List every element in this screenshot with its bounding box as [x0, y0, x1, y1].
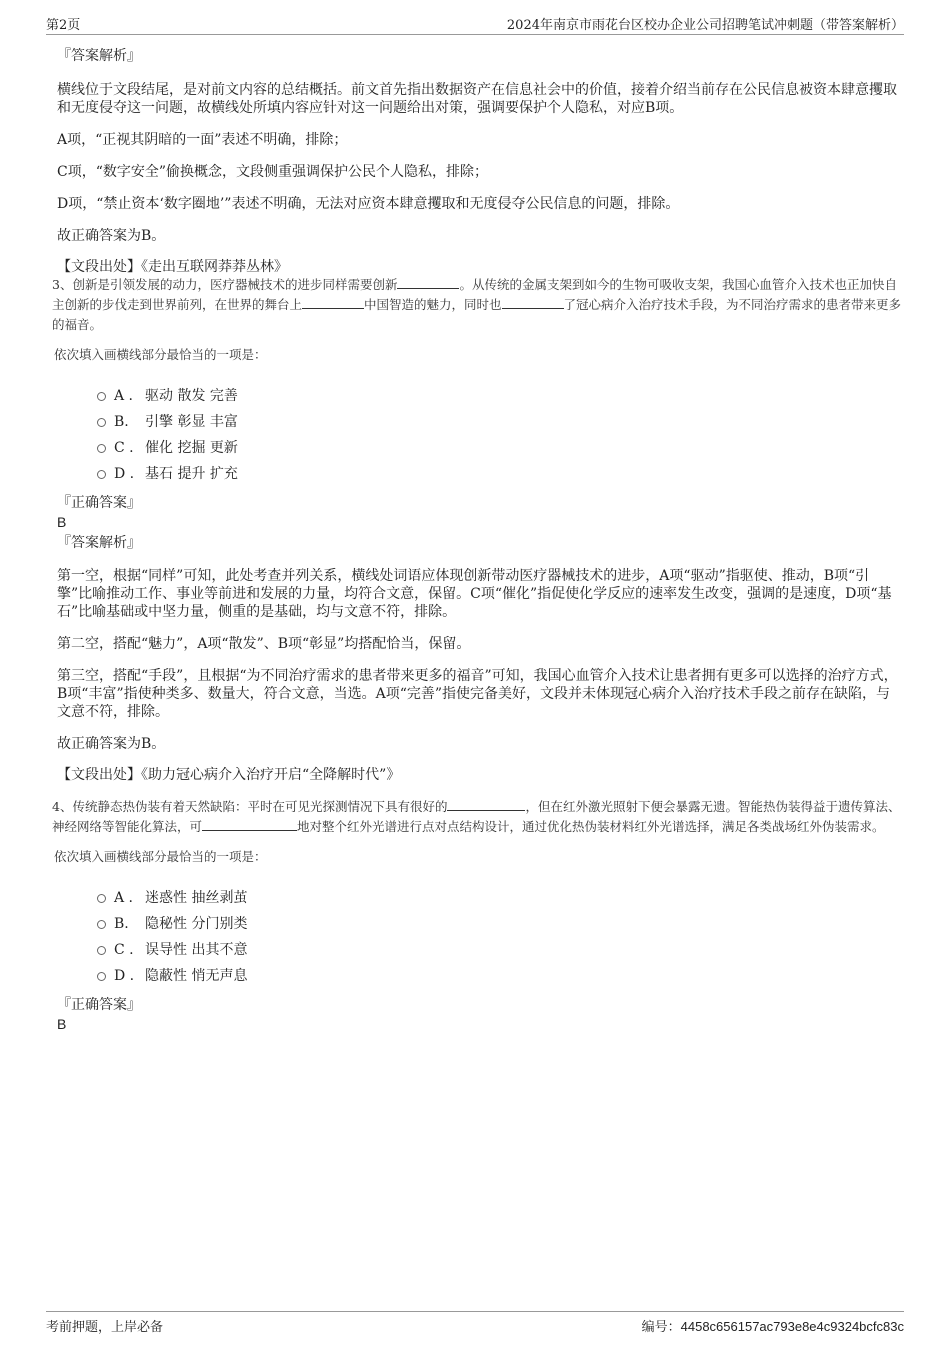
- q3-analysis-label: 『答案解析』: [57, 535, 141, 551]
- q2-analysis-p4: D项，“禁止资本‘数字圈地’”表述不明确，无法对应资本肆意攫取和无度侵夺公民信息的问题，排除。: [57, 196, 680, 212]
- q3-analysis-p3: 第三空，搭配“手段”，且根据“为不同治疗需求的患者带来更多的福音”可知，我国心血管介入技术让患者拥有更多可以选择的治疗方式，B项“丰富”指使种类多、数量大，符合文意，当选。A项“完善”指使完备美好，文段并未体现冠心病介入治疗技术手段之前存在缺陷，与文意不符，排除。: [57, 668, 898, 720]
- footer-serial: 编号：4458c656157ac793e8e4c9324bcfc83c: [641, 1319, 904, 1334]
- radio-icon[interactable]: [97, 444, 106, 453]
- radio-icon[interactable]: [97, 972, 106, 981]
- page-number: 第2页: [46, 18, 81, 33]
- q3-blank-3: [502, 296, 564, 309]
- radio-icon[interactable]: [97, 894, 106, 903]
- q4-stem: 4、传统静态热伪装有着天然缺陷：平时在可见光探测情况下具有很好的 ，但在红外激光照射下便会暴露无遗。智能热伪装得益于遗传算法、神经网络等智能化算法，可 地对整个红外光谱进行点对点结构设计，通过优化热伪装材料红外光谱选择，满足各类战场红外伪装需求。: [52, 799, 901, 834]
- q3-options: [57, 383, 902, 487]
- q2-analysis-p2: A项，“正视其阴暗的一面”表述不明确，排除；: [57, 132, 348, 148]
- radio-icon[interactable]: [97, 392, 106, 401]
- q2-source: 【文段出处】《走出互联网莽莽丛林》: [57, 259, 288, 275]
- q4-correct-label: 『正确答案』: [57, 997, 141, 1013]
- q4-correct-answer: B: [57, 1016, 67, 1032]
- main-content: [52, 46, 902, 1033]
- q3-correct-answer: B: [57, 514, 67, 530]
- q3-option-b[interactable]: B. 引擎 彰显 丰富: [57, 409, 902, 435]
- q3-blank-2: [302, 296, 364, 309]
- q4-option-c[interactable]: C . 误导性 出其不意: [57, 937, 902, 963]
- radio-icon[interactable]: [97, 470, 106, 479]
- radio-icon[interactable]: [97, 946, 106, 955]
- footer-slogan: 考前押题，上岸必备: [46, 1320, 164, 1335]
- q3-analysis-p2: 第二空，搭配“魅力”，A项“散发”、B项“彰显”均搭配恰当，保留。: [57, 636, 471, 652]
- q4-option-d[interactable]: D . 隐蔽性 悄无声息: [57, 963, 902, 989]
- q3-option-a[interactable]: A . 驱动 散发 完善: [57, 383, 902, 409]
- q4-blank-2: [202, 818, 297, 831]
- q4-option-b[interactable]: B. 隐秘性 分门别类: [57, 911, 902, 937]
- q3-correct-label: 『正确答案』: [57, 495, 141, 511]
- q4-option-a[interactable]: A . 迷惑性 抽丝剥茧: [57, 885, 902, 911]
- page-header: [46, 14, 904, 35]
- q2-conclusion: 故正确答案为B。: [57, 228, 166, 244]
- q3-conclusion: 故正确答案为B。: [57, 736, 166, 752]
- q3-option-c[interactable]: C . 催化 挖掘 更新: [57, 435, 902, 461]
- radio-icon[interactable]: [97, 418, 106, 427]
- q2-analysis-label: 『答案解析』: [57, 48, 141, 64]
- q4-options: [57, 885, 902, 989]
- q2-analysis-p3: C项，“数字安全”偷换概念，文段侧重强调保护公民个人隐私，排除；: [57, 164, 489, 180]
- q3-analysis-p1: 第一空，根据“同样”可知，此处考查并列关系，横线处词语应体现创新带动医疗器械技术的进步，A项“驱动”指驱使、推动，B项“引擎”比喻推动工作、事业等前进和发展的力量，均符合文意，保留。C项“催化”指促使化学反应的速率发生改变，强调的是速度，D项“基石”比喻基础或中坚力量，侧重的是基础，均与文意不符，排除。: [57, 568, 892, 620]
- q3-source: 【文段出处】《助力冠心病介入治疗开启“全降解时代”》: [57, 767, 401, 783]
- q4-blank-1: [447, 798, 525, 811]
- page-footer: [46, 1311, 904, 1335]
- radio-icon[interactable]: [97, 920, 106, 929]
- document-title: 2024年南京市雨花台区校办企业公司招聘笔试冲刺题（带答案解析）: [506, 18, 904, 33]
- q2-analysis-p1: 横线位于文段结尾，是对前文内容的总结概括。前文首先指出数据资产在信息社会中的价值，接着介绍当前存在公民信息被资本肆意攫取和无度侵夺这一问题，故横线处所填内容应针对这一问题给出对策，强调要保护个人隐私，对应B项。: [57, 82, 897, 116]
- q3-option-d[interactable]: D . 基石 提升 扩充: [57, 461, 902, 487]
- q4-instruction: 依次填入画横线部分最恰当的一项是：: [54, 849, 267, 864]
- q3-stem: 3、创新是引领发展的动力，医疗器械技术的进步同样需要创新 。从传统的金属支架到如今的生物可吸收支架，我国心血管介入技术也正加快自主创新的步伐走到世界前列，在世界的舞台上 中国智造的魅力，同时也 了冠心病介入治疗技术手段，为不同治疗需求的患者带来更多的福音。: [52, 277, 902, 332]
- q3-blank-1: [397, 276, 459, 289]
- q3-instruction: 依次填入画横线部分最恰当的一项是：: [54, 347, 267, 362]
